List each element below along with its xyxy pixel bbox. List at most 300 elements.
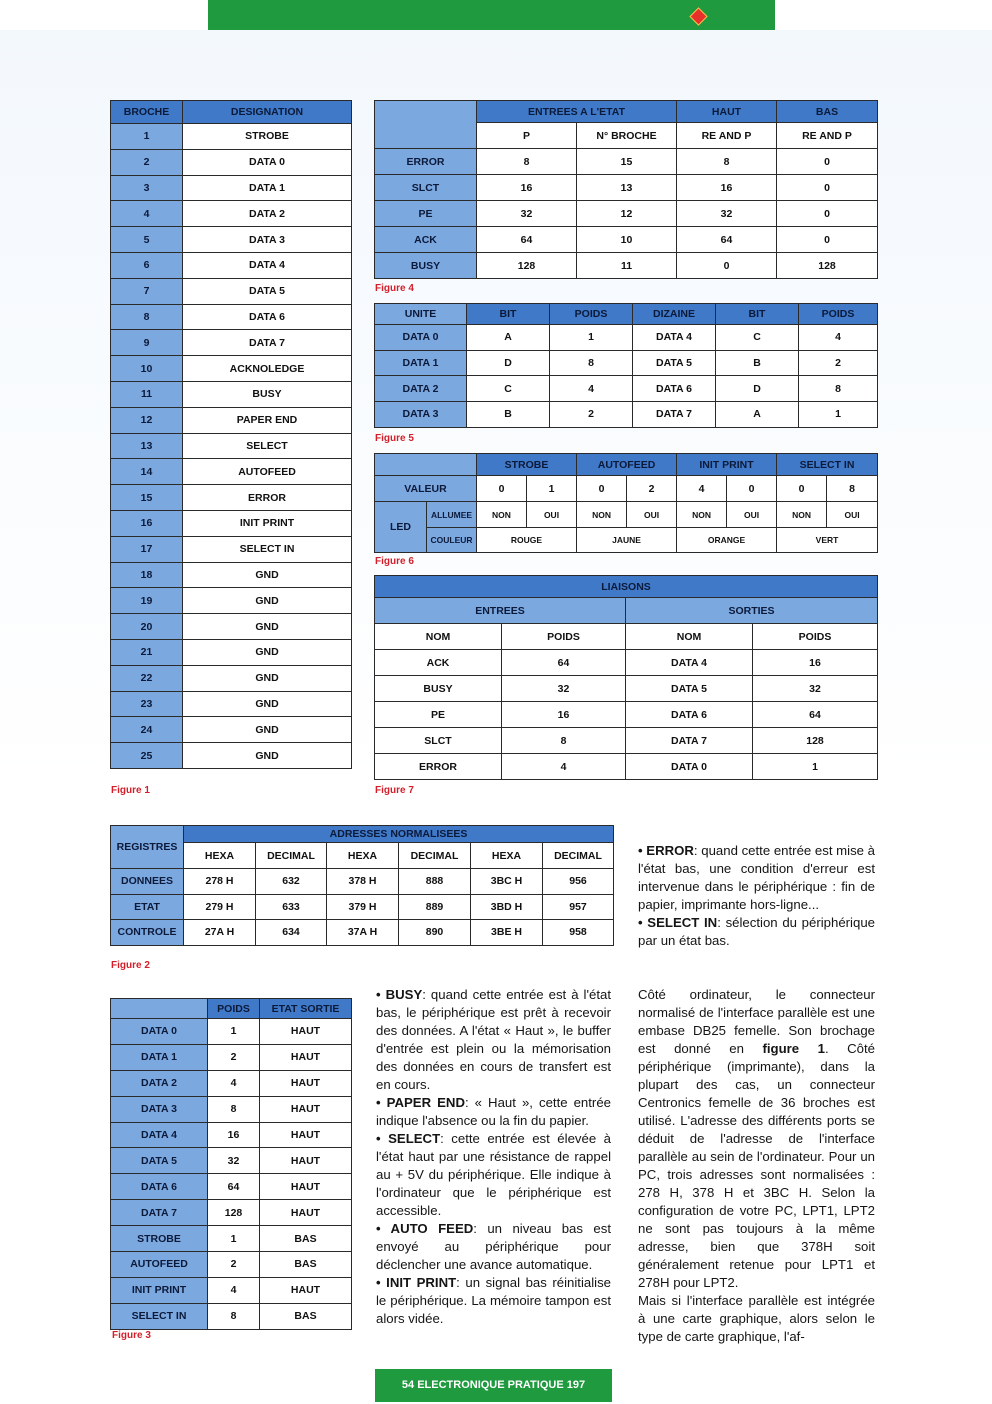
- table-cell: 64: [677, 227, 777, 253]
- table-row: [111, 149, 352, 175]
- table-cell: DATA 6: [633, 376, 716, 402]
- signal-name: DATA 6: [111, 1174, 208, 1200]
- table-cell: 1: [550, 325, 633, 351]
- table-cell: 15: [577, 149, 677, 175]
- figure-4-caption: Figure 4: [375, 283, 414, 294]
- table-row: [111, 588, 352, 614]
- top-color-band: [208, 0, 775, 30]
- table-cell: DATA 4: [626, 650, 753, 676]
- signal-name: SELECT IN: [111, 1303, 208, 1329]
- table-cell: 0: [777, 149, 878, 175]
- table-cell: B: [467, 402, 550, 428]
- pin-number: 8: [111, 304, 183, 330]
- table-row: [111, 304, 352, 330]
- table-cell: 16: [753, 650, 878, 676]
- table-row: [111, 869, 614, 895]
- pin-number: 16: [111, 510, 183, 536]
- figure-1-table: [110, 100, 352, 769]
- table-row: [111, 252, 352, 278]
- table-cell: 11: [577, 253, 677, 279]
- pin-number: 12: [111, 407, 183, 433]
- table-cell: B: [716, 350, 799, 376]
- pin-number: 14: [111, 459, 183, 485]
- figure-5-caption: Figure 5: [375, 433, 414, 444]
- figure-5-header: POIDS: [799, 304, 878, 325]
- signal-name: DATA 2: [111, 1070, 208, 1096]
- table-cell: 64: [753, 702, 878, 728]
- figure-4-group-header: ENTREES A L'ETAT: [477, 101, 677, 123]
- signal-name: AUTOFEED: [111, 1252, 208, 1278]
- table-row: [111, 407, 352, 433]
- table-row: [111, 1277, 352, 1303]
- figure-1-header: DESIGNATION: [183, 101, 352, 124]
- pin-designation: GND: [183, 588, 352, 614]
- signal-name: BUSY: [375, 253, 477, 279]
- table-cell: BAS: [260, 1226, 352, 1252]
- register-name: CONTROLE: [111, 920, 184, 946]
- pin-designation: GND: [183, 743, 352, 769]
- text-auto-feed: : un niveau bas est envoyé au périphérique pour déclencher une avance automatique.: [376, 1221, 611, 1272]
- figure-6-allumee-label: ALLUMEE: [427, 502, 477, 528]
- signal-name: INIT PRINT: [111, 1277, 208, 1303]
- paragraph-graphics-card: Mais si l'interface parallèle est intégrée à une carte graphique, alors selon le type de carte graphique, l'af-: [638, 1293, 875, 1344]
- term-auto-feed: • AUTO FEED: [376, 1221, 474, 1236]
- text-init-print: : un signal bas réinitialise le périphérique. La mémoire tampon est alors vidée.: [376, 1275, 612, 1326]
- signal-name: DATA 4: [111, 1122, 208, 1148]
- allumee-cell: NON: [477, 502, 527, 528]
- figure-5-header: BIT: [716, 304, 799, 325]
- table-cell: 37A H: [327, 920, 399, 946]
- table-cell: 379 H: [327, 894, 399, 920]
- valeur-cell: 0: [477, 476, 527, 502]
- table-cell: DATA 0: [626, 754, 753, 780]
- table-cell: 890: [399, 920, 471, 946]
- table-cell: 64: [502, 650, 626, 676]
- table-cell: 2: [799, 350, 878, 376]
- table-cell: DATA 7: [633, 402, 716, 428]
- figure-2-sub-header: HEXA: [327, 843, 399, 869]
- text-connector-b: . Côté périphérique (imprimante), dans la plupart des cas, un connecteur Centronics femelle de 36 broches est utilisé. L'adresse des différents ports se déduit de l'adresse de l'interface parallèle au sein de l'ordinateur. Pour un PC, trois adresses sont normalisées : 278 H, 378 H et 3BC H. Selon la configuration de votre PC, LPT1, LPT2 ne sont pas toujours à la même adresse, bien que 378H soit généralement retenue pour LPT1 et 278H pour LPT2.: [638, 1041, 875, 1290]
- table-cell: HAUT: [260, 1277, 352, 1303]
- pin-designation: STROBE: [183, 124, 352, 150]
- data-line: DATA 0: [375, 325, 467, 351]
- figure-6-header: STROBE: [477, 454, 577, 476]
- couleur-cell: VERT: [777, 528, 878, 553]
- pin-number: 21: [111, 639, 183, 665]
- table-cell: ACK: [375, 650, 502, 676]
- pin-designation: GND: [183, 691, 352, 717]
- table-row: [111, 278, 352, 304]
- pin-number: 11: [111, 381, 183, 407]
- table-cell: DATA 6: [626, 702, 753, 728]
- pin-number: 5: [111, 227, 183, 253]
- table-cell: C: [467, 376, 550, 402]
- pin-designation: INIT PRINT: [183, 510, 352, 536]
- table-cell: 8: [677, 149, 777, 175]
- table-cell: 12: [577, 201, 677, 227]
- table-row: [111, 639, 352, 665]
- figure-2-sub-header: DECIMAL: [399, 843, 471, 869]
- table-row: [111, 1019, 352, 1045]
- table-cell: 4: [208, 1277, 260, 1303]
- term-busy: • BUSY: [376, 987, 423, 1002]
- table-row: [375, 175, 878, 201]
- figure-4-group-header: HAUT: [677, 101, 777, 123]
- table-cell: 16: [502, 702, 626, 728]
- pin-designation: SELECT: [183, 433, 352, 459]
- valeur-cell: 2: [627, 476, 677, 502]
- pin-designation: AUTOFEED: [183, 459, 352, 485]
- text-paper-end: : « Haut », cette entrée indique l'absence ou la fin du papier.: [376, 1095, 611, 1128]
- pin-number: 9: [111, 330, 183, 356]
- figure-7-sub-header: NOM: [375, 624, 502, 650]
- table-cell: 32: [502, 676, 626, 702]
- table-cell: 4: [502, 754, 626, 780]
- table-cell: SLCT: [375, 728, 502, 754]
- figure-6-header: SELECT IN: [777, 454, 878, 476]
- diamond-icon: [689, 7, 707, 25]
- pin-designation: GND: [183, 562, 352, 588]
- table-cell: 16: [208, 1122, 260, 1148]
- figure-5-header: DIZAINE: [633, 304, 716, 325]
- table-cell: 957: [543, 894, 614, 920]
- text-select: : cette entrée est élevée à l'état haut par une résistance de rappel au + 5V du périphérique. Elle indique à l'ordinateur que le périphérique est accessible.: [376, 1131, 611, 1218]
- figure-7-table: [374, 575, 878, 780]
- pin-number: 25: [111, 743, 183, 769]
- table-cell: 64: [477, 227, 577, 253]
- table-cell: 128: [777, 253, 878, 279]
- paragraph-error: [638, 842, 875, 914]
- text-column-2-bottom: [638, 986, 875, 1346]
- table-cell: 2: [208, 1044, 260, 1070]
- table-cell: HAUT: [260, 1070, 352, 1096]
- text-column-2-top: [638, 842, 875, 950]
- page-footer: 54 ELECTRONIQUE PRATIQUE 197: [375, 1369, 612, 1402]
- table-row: [375, 402, 878, 428]
- table-row: [111, 1148, 352, 1174]
- data-line: DATA 3: [375, 402, 467, 428]
- pin-number: 22: [111, 665, 183, 691]
- pin-number: 23: [111, 691, 183, 717]
- table-row: [111, 330, 352, 356]
- pin-number: 6: [111, 252, 183, 278]
- signal-name: ERROR: [375, 149, 477, 175]
- text-select-in: : sélection du périphérique par un état bas.: [638, 915, 875, 948]
- figure-4-sub-header: N° BROCHE: [577, 123, 677, 149]
- table-cell: DATA 5: [626, 676, 753, 702]
- figure-6-header: AUTOFEED: [577, 454, 677, 476]
- pin-designation: GND: [183, 717, 352, 743]
- pin-designation: SELECT IN: [183, 536, 352, 562]
- register-name: DONNEES: [111, 869, 184, 895]
- table-row: [111, 433, 352, 459]
- table-cell: 632: [256, 869, 327, 895]
- figure-2-sub-header: DECIMAL: [543, 843, 614, 869]
- term-init-print: • INIT PRINT: [376, 1275, 457, 1290]
- figure-6-table: [374, 453, 878, 553]
- allumee-cell: NON: [577, 502, 627, 528]
- figure-4-sub-header: RE AND P: [777, 123, 878, 149]
- table-cell: 279 H: [184, 894, 256, 920]
- table-row: [375, 376, 878, 402]
- figure-7-caption: Figure 7: [375, 785, 414, 796]
- figure-2-table: [110, 825, 614, 946]
- pin-number: 15: [111, 485, 183, 511]
- table-cell: 8: [208, 1303, 260, 1329]
- pin-number: 2: [111, 149, 183, 175]
- signal-name: DATA 3: [111, 1096, 208, 1122]
- pin-designation: DATA 2: [183, 201, 352, 227]
- table-row: [111, 1096, 352, 1122]
- table-cell: 3BE H: [471, 920, 543, 946]
- table-cell: 128: [753, 728, 878, 754]
- text-column-1: [376, 986, 611, 1328]
- term-select-in: • SELECT IN: [638, 915, 718, 930]
- table-cell: 4: [208, 1070, 260, 1096]
- paragraph-init-print: [376, 1274, 611, 1328]
- signal-name: ACK: [375, 227, 477, 253]
- table-cell: PE: [375, 702, 502, 728]
- table-row: [375, 728, 878, 754]
- signal-name: DATA 1: [111, 1044, 208, 1070]
- table-cell: HAUT: [260, 1174, 352, 1200]
- valeur-cell: 0: [777, 476, 827, 502]
- figure-1-reference: figure 1: [762, 1041, 825, 1056]
- pin-designation: DATA 3: [183, 227, 352, 253]
- pin-number: 1: [111, 124, 183, 150]
- valeur-cell: 4: [677, 476, 727, 502]
- table-row: [111, 381, 352, 407]
- table-cell: D: [467, 350, 550, 376]
- paragraph-paper-end: [376, 1094, 611, 1130]
- figure-6-caption: Figure 6: [375, 556, 414, 567]
- table-cell: 8: [208, 1096, 260, 1122]
- data-line: DATA 1: [375, 350, 467, 376]
- table-row: [111, 920, 614, 946]
- allumee-cell: NON: [677, 502, 727, 528]
- pin-designation: DATA 4: [183, 252, 352, 278]
- table-cell: 378 H: [327, 869, 399, 895]
- data-line: DATA 2: [375, 376, 467, 402]
- table-cell: 1: [753, 754, 878, 780]
- table-cell: DATA 4: [633, 325, 716, 351]
- table-row: [111, 124, 352, 150]
- allumee-cell: OUI: [527, 502, 577, 528]
- figure-2-sub-header: HEXA: [471, 843, 543, 869]
- pin-designation: GND: [183, 614, 352, 640]
- table-cell: A: [716, 402, 799, 428]
- table-cell: HAUT: [260, 1200, 352, 1226]
- pin-designation: PAPER END: [183, 407, 352, 433]
- pin-number: 17: [111, 536, 183, 562]
- table-row: [375, 650, 878, 676]
- table-row: [111, 1044, 352, 1070]
- table-cell: HAUT: [260, 1044, 352, 1070]
- table-row: [111, 356, 352, 382]
- table-cell: 10: [577, 227, 677, 253]
- figure-5-header: POIDS: [550, 304, 633, 325]
- figure-7-sub-header: POIDS: [502, 624, 626, 650]
- figure-4-sub-header: P: [477, 123, 577, 149]
- pin-number: 7: [111, 278, 183, 304]
- table-row: [375, 754, 878, 780]
- text-error: : quand cette entrée est mise à l'état bas, une condition d'erreur est intervenue dans le périphérique : fin de papier, imprimante hors-ligne...: [638, 843, 876, 912]
- figure-1-caption: Figure 1: [111, 785, 150, 796]
- table-cell: 634: [256, 920, 327, 946]
- table-row: [111, 1252, 352, 1278]
- term-paper-end: • PAPER END: [376, 1095, 465, 1110]
- pin-designation: BUSY: [183, 381, 352, 407]
- table-row: [111, 485, 352, 511]
- signal-name: SLCT: [375, 175, 477, 201]
- table-cell: 0: [777, 227, 878, 253]
- text-connector-a: Côté ordinateur, le connecteur normalisé de l'interface parallèle est une embase DB25 femelle. Son brochage est donné en: [638, 987, 875, 1056]
- table-row: [375, 350, 878, 376]
- table-row: [111, 614, 352, 640]
- table-cell: 958: [543, 920, 614, 946]
- table-cell: 633: [256, 894, 327, 920]
- figure-2-sub-header: HEXA: [184, 843, 256, 869]
- table-cell: 1: [799, 402, 878, 428]
- figure-3-caption: Figure 3: [112, 1330, 151, 1341]
- figure-4-sub-header: RE AND P: [677, 123, 777, 149]
- pin-number: 20: [111, 614, 183, 640]
- table-row: [111, 459, 352, 485]
- pin-number: 10: [111, 356, 183, 382]
- figure-4-group-header: BAS: [777, 101, 878, 123]
- term-select: • SELECT: [376, 1131, 441, 1146]
- table-row: [375, 227, 878, 253]
- table-row: [375, 702, 878, 728]
- pin-designation: DATA 5: [183, 278, 352, 304]
- table-cell: 4: [550, 376, 633, 402]
- table-cell: 3BD H: [471, 894, 543, 920]
- table-cell: C: [716, 325, 799, 351]
- couleur-cell: ROUGE: [477, 528, 577, 553]
- table-cell: 888: [399, 869, 471, 895]
- allumee-cell: NON: [777, 502, 827, 528]
- figure-6-valeur-label: VALEUR: [375, 476, 477, 502]
- table-cell: 32: [208, 1148, 260, 1174]
- figure-2-title: ADRESSES NORMALISEES: [184, 826, 614, 843]
- table-cell: D: [716, 376, 799, 402]
- pin-designation: GND: [183, 639, 352, 665]
- table-row: [111, 227, 352, 253]
- table-cell: 128: [208, 1200, 260, 1226]
- pin-designation: ERROR: [183, 485, 352, 511]
- table-cell: 32: [753, 676, 878, 702]
- table-row: [111, 175, 352, 201]
- table-row: [111, 510, 352, 536]
- table-cell: 3BC H: [471, 869, 543, 895]
- table-cell: 2: [550, 402, 633, 428]
- valeur-cell: 0: [577, 476, 627, 502]
- table-cell: 956: [543, 869, 614, 895]
- pin-number: 18: [111, 562, 183, 588]
- table-row: [111, 691, 352, 717]
- table-row: [111, 101, 352, 124]
- table-row: [111, 1226, 352, 1252]
- pin-designation: DATA 7: [183, 330, 352, 356]
- pin-number: 13: [111, 433, 183, 459]
- pin-designation: ACKNOLEDGE: [183, 356, 352, 382]
- pin-number: 3: [111, 175, 183, 201]
- table-cell: 8: [502, 728, 626, 754]
- paragraph-busy: [376, 986, 611, 1094]
- table-cell: 8: [799, 376, 878, 402]
- figure-6-header: INIT PRINT: [677, 454, 777, 476]
- table-cell: HAUT: [260, 1019, 352, 1045]
- table-cell: HAUT: [260, 1096, 352, 1122]
- table-cell: HAUT: [260, 1148, 352, 1174]
- pin-designation: DATA 6: [183, 304, 352, 330]
- term-error: • ERROR: [638, 843, 694, 858]
- table-row: [111, 536, 352, 562]
- table-row: [375, 325, 878, 351]
- signal-name: DATA 0: [111, 1019, 208, 1045]
- figure-6-led-label: LED: [375, 502, 427, 553]
- table-cell: 1: [208, 1019, 260, 1045]
- table-row: [111, 1303, 352, 1329]
- table-row: [111, 562, 352, 588]
- couleur-cell: ORANGE: [677, 528, 777, 553]
- table-cell: 0: [677, 253, 777, 279]
- figure-2-corner: REGISTRES: [111, 826, 184, 869]
- table-cell: 64: [208, 1174, 260, 1200]
- pin-number: 19: [111, 588, 183, 614]
- pin-number: 24: [111, 717, 183, 743]
- figure-7-group: ENTREES: [375, 598, 626, 624]
- table-cell: 8: [550, 350, 633, 376]
- pin-designation: DATA 0: [183, 149, 352, 175]
- figure-3-header: POIDS: [208, 999, 260, 1019]
- table-row: [111, 1174, 352, 1200]
- valeur-cell: 0: [727, 476, 777, 502]
- allumee-cell: OUI: [827, 502, 878, 528]
- table-row: [111, 894, 614, 920]
- table-row: [111, 201, 352, 227]
- table-cell: 889: [399, 894, 471, 920]
- figure-3-header: [111, 999, 208, 1019]
- table-cell: DATA 7: [626, 728, 753, 754]
- valeur-cell: 1: [527, 476, 577, 502]
- table-cell: 27A H: [184, 920, 256, 946]
- figure-7-group: SORTIES: [626, 598, 878, 624]
- figure-7-title: LIAISONS: [375, 576, 878, 598]
- table-row: [375, 201, 878, 227]
- table-cell: 0: [777, 175, 878, 201]
- table-cell: 0: [777, 201, 878, 227]
- text-busy: : quand cette entrée est à l'état bas, le périphérique est prêt à recevoir des données. A l'état « Haut », le buffer d'entrée est plein ou la mémorisation des données en cours de transfert est en cours.: [376, 987, 611, 1092]
- figure-3-header: ETAT SORTIE: [260, 999, 352, 1019]
- figure-6-corner: [375, 454, 477, 476]
- table-cell: 128: [477, 253, 577, 279]
- signal-name: DATA 5: [111, 1148, 208, 1174]
- table-row: [375, 149, 878, 175]
- figure-5-table: [374, 303, 878, 428]
- allumee-cell: OUI: [627, 502, 677, 528]
- paragraph-select-in: [638, 914, 875, 950]
- paragraph-auto-feed: [376, 1220, 611, 1274]
- figure-5-header: BIT: [467, 304, 550, 325]
- table-cell: 4: [799, 325, 878, 351]
- table-cell: DATA 5: [633, 350, 716, 376]
- figure-4-corner: [375, 101, 477, 149]
- table-cell: 278 H: [184, 869, 256, 895]
- table-cell: A: [467, 325, 550, 351]
- paragraph-connector: [638, 986, 875, 1292]
- table-cell: 8: [477, 149, 577, 175]
